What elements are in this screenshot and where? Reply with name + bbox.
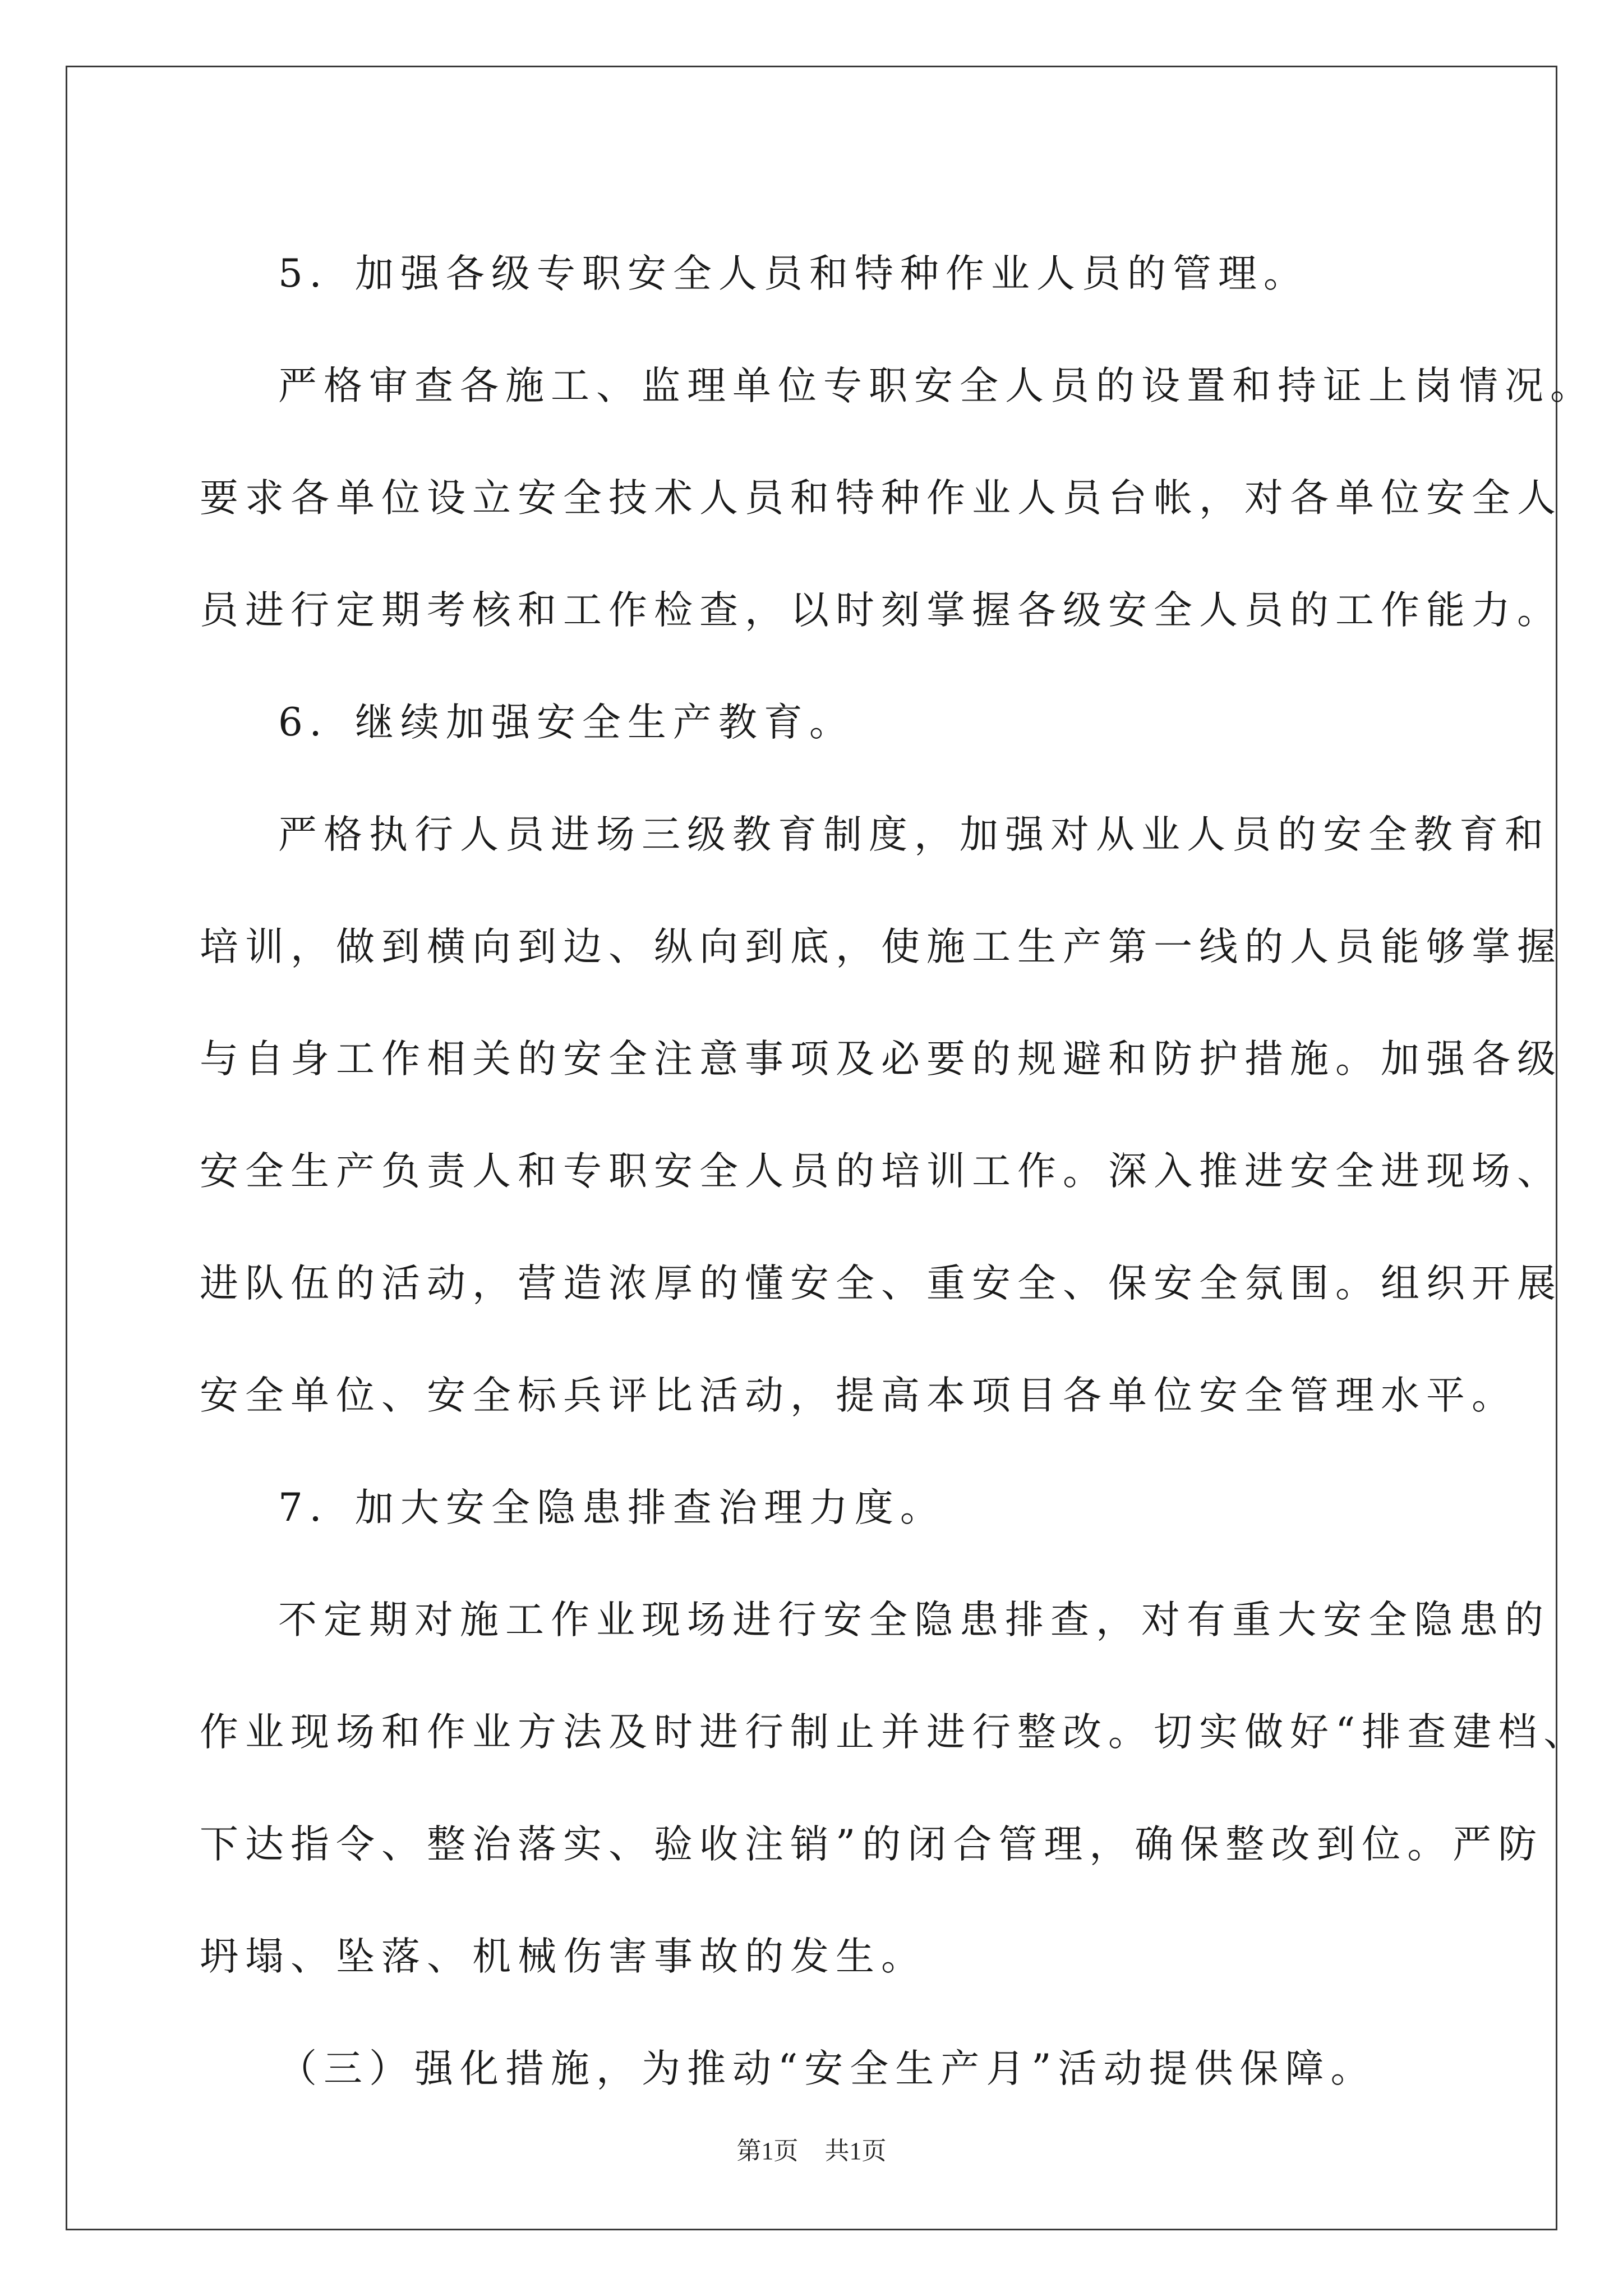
text-line: 5．加强各级专职安全人员和特种作业人员的管理。	[278, 251, 1309, 296]
text-line: 不定期对施工作业现场进行安全隐患排查，对有重大安全隐患的	[278, 1598, 1550, 1642]
text-line: 员进行定期考核和工作检查，以时刻掌握各级安全人员的工作能力。	[200, 588, 1562, 633]
text-line: 6．继续加强安全生产教育。	[278, 700, 855, 745]
text-line: 进队伍的活动，营造浓厚的懂安全、重安全、保安全氛围。组织开展	[200, 1261, 1562, 1306]
text-line: 要求各单位设立安全技术人员和特种作业人员台帐，对各单位安全人	[200, 476, 1562, 521]
text-line: （三）强化措施，为推动“安全生产月”活动提供保障。	[278, 2046, 1376, 2091]
document-text	[200, 218, 1596, 2125]
text-line: 坍塌、坠落、机械伤害事故的发生。	[200, 1934, 926, 1979]
text-line: 严格执行人员进场三级教育制度，加强对从业人员的安全教育和	[278, 812, 1550, 857]
page-footer	[0, 2134, 1623, 2168]
page-number-total: 共1页	[824, 2137, 887, 2165]
document-body	[200, 218, 1596, 2125]
text-line: 培训，做到横向到边、纵向到底，使施工生产第一线的人员能够掌握	[200, 924, 1562, 969]
text-line: 安全单位、安全标兵评比活动，提高本项目各单位安全管理水平。	[200, 1373, 1517, 1418]
text-line: 安全生产负责人和专职安全人员的培训工作。深入推进安全进现场、	[200, 1149, 1562, 1194]
text-line: 作业现场和作业方法及时进行制止并进行整改。切实做好“排查建档、	[200, 1710, 1589, 1755]
page-number-current: 第1页	[736, 2137, 799, 2165]
text-line: 下达指令、整治落实、验收注销”的闭合管理，确保整改到位。严防	[200, 1822, 1544, 1867]
text-line: 与自身工作相关的安全注意事项及必要的规避和防护措施。加强各级	[200, 1037, 1562, 1082]
text-line: 7．加大安全隐患排查治理力度。	[278, 1485, 946, 1530]
text-line: 严格审查各施工、监理单位专职安全人员的设置和持证上岗情况。	[278, 364, 1596, 408]
